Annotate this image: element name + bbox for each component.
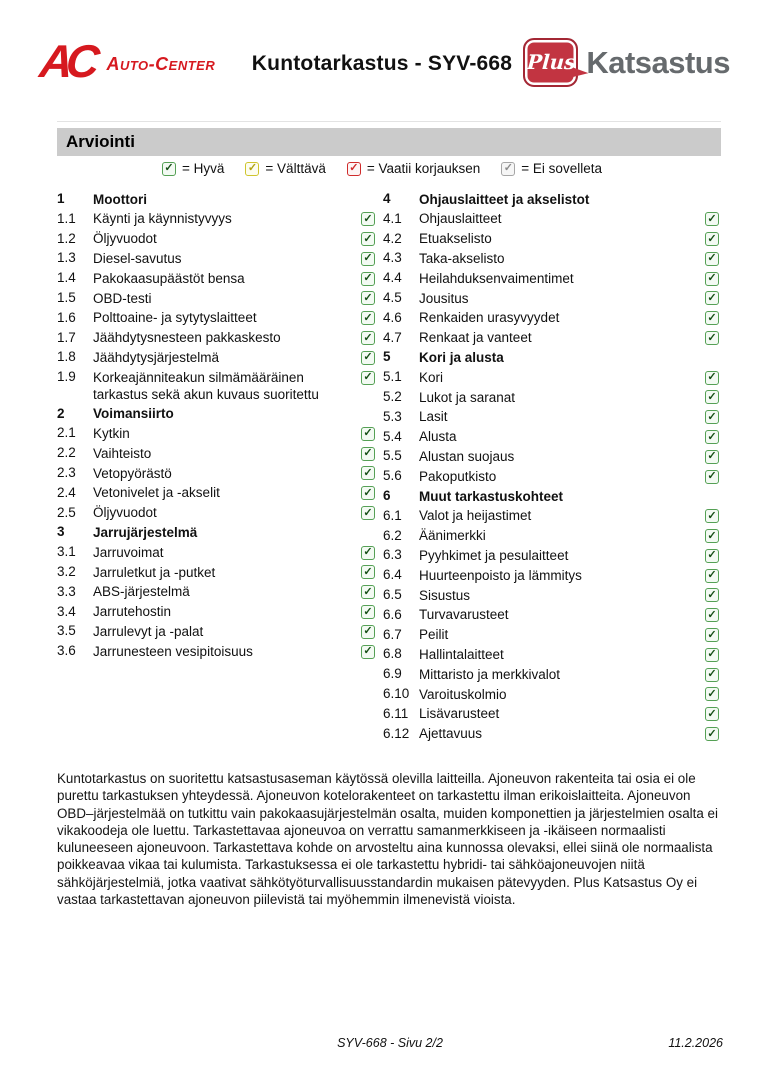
legend-na-icon: ✓	[501, 162, 515, 176]
legend-repair-icon: ✓	[347, 162, 361, 176]
item-number: 1.7	[57, 329, 76, 345]
item-number: 1.5	[57, 289, 76, 305]
status-checkbox-good-icon: ✓	[705, 569, 719, 583]
item-check-slot	[361, 602, 379, 620]
item-label: Varoituskolmio	[419, 686, 507, 702]
item-label: Renkaiden urasyvyydet	[419, 310, 560, 326]
checklist-item-row	[57, 562, 379, 582]
item-check-slot	[705, 229, 723, 247]
status-checkbox-good-icon: ✓	[705, 410, 719, 424]
checklist-item-row	[383, 506, 723, 526]
legend-item-na	[501, 161, 602, 176]
checklist-item-row	[383, 268, 723, 288]
legend-good-icon: ✓	[162, 162, 176, 176]
legend-item-repair	[347, 161, 480, 176]
item-check-slot	[705, 288, 723, 306]
page-title: Kuntotarkastus - SYV-668	[251, 52, 513, 75]
item-label: Ohjauslaitteet	[419, 211, 502, 227]
section-number: 4	[383, 191, 391, 206]
item-check-slot	[361, 209, 379, 227]
item-label: Turvavarusteet	[419, 607, 509, 623]
item-label: Kytkin	[93, 425, 130, 441]
item-check-slot	[361, 268, 379, 286]
item-check-slot	[361, 367, 379, 385]
plus-bubble-icon	[523, 38, 578, 87]
item-label: ABS-järjestelmä	[93, 584, 190, 600]
status-checkbox-good-icon: ✓	[705, 727, 719, 741]
item-number: 6.6	[383, 606, 402, 622]
checklist-item-row	[383, 427, 723, 447]
section-number: 5	[383, 349, 391, 365]
status-checkbox-good-icon: ✓	[705, 628, 719, 642]
item-number: 1.1	[57, 210, 76, 226]
status-checkbox-good-icon: ✓	[705, 687, 719, 701]
item-label: Polttoaine- ja sytytyslaitteet	[93, 310, 257, 326]
item-label: OBD-testi	[93, 290, 152, 306]
checklist-item-row	[383, 704, 723, 724]
status-checkbox-good-icon: ✓	[705, 212, 719, 226]
footer-page-indicator: SYV-668 - Sivu 2/2	[337, 1036, 443, 1050]
item-check-slot	[705, 308, 723, 326]
item-number: 2.3	[57, 464, 76, 480]
item-label: Huurteenpoisto ja lämmitys	[419, 567, 582, 583]
item-label: Jarrunesteen vesipitoisuus	[93, 643, 253, 659]
checklist-item-row	[57, 503, 379, 523]
status-checkbox-good-icon: ✓	[361, 311, 375, 325]
item-check-slot	[705, 466, 723, 484]
status-checkbox-good-icon: ✓	[705, 529, 719, 543]
item-check-slot	[705, 407, 723, 425]
item-label: Öljyvuodot	[93, 231, 157, 247]
item-check-slot	[705, 367, 723, 385]
item-check-slot	[361, 347, 379, 365]
checklist-item-row	[383, 565, 723, 585]
status-checkbox-good-icon: ✓	[361, 232, 375, 246]
item-number: 6.7	[383, 626, 402, 642]
checklist-item-row	[57, 328, 379, 348]
item-label: Vetopyörästö	[93, 465, 172, 481]
checklist-item-row	[383, 229, 723, 249]
item-check-slot	[705, 506, 723, 524]
checklist-item-row	[383, 724, 723, 744]
legend-label: = Hyvä	[182, 161, 225, 176]
item-check-slot	[361, 328, 379, 346]
section-title: Kori ja alusta	[419, 349, 504, 365]
checklist-item-row	[57, 367, 379, 403]
legend-item-good	[162, 161, 224, 176]
status-checkbox-good-icon: ✓	[705, 390, 719, 404]
item-check-slot	[705, 704, 723, 722]
item-number: 3.5	[57, 623, 76, 639]
item-number: 6.8	[383, 646, 402, 662]
item-check-slot	[361, 463, 379, 481]
checklist-item-row	[57, 229, 379, 249]
item-check-slot	[361, 308, 379, 326]
item-check-slot	[705, 565, 723, 583]
section-number: 1	[57, 191, 65, 206]
item-check-slot	[705, 248, 723, 266]
checklist-item-row	[57, 542, 379, 562]
section-title: Muut tarkastuskohteet	[419, 488, 564, 504]
checklist-item-row	[57, 641, 379, 661]
item-label: Lasit	[419, 409, 448, 425]
item-check-slot	[705, 644, 723, 662]
status-checkbox-good-icon: ✓	[361, 546, 375, 560]
plus-katsastus-logo-text: Katsastus	[586, 44, 730, 80]
item-check-slot	[705, 585, 723, 603]
status-checkbox-good-icon: ✓	[705, 549, 719, 563]
checklist	[57, 189, 723, 743]
item-number: 2.4	[57, 484, 76, 500]
status-checkbox-good-icon: ✓	[705, 331, 719, 345]
checklist-item-row	[383, 328, 723, 348]
item-number: 1.8	[57, 349, 76, 365]
item-number: 3.4	[57, 603, 76, 619]
status-checkbox-good-icon: ✓	[361, 212, 375, 226]
section-title: Moottori	[93, 191, 147, 207]
item-label: Pakokaasupäästöt bensa	[93, 270, 245, 286]
status-checkbox-good-icon: ✓	[361, 605, 375, 619]
item-check-slot	[705, 427, 723, 445]
item-number: 3.3	[57, 583, 76, 599]
item-check-slot	[361, 641, 379, 659]
item-check-slot	[361, 542, 379, 560]
item-number: 3.1	[57, 544, 76, 560]
checklist-item-row	[383, 664, 723, 684]
item-check-slot	[361, 621, 379, 639]
item-number: 4.2	[383, 230, 402, 246]
item-label: Lukot ja saranat	[419, 389, 516, 405]
item-number: 6.3	[383, 547, 402, 563]
status-checkbox-good-icon: ✓	[361, 291, 375, 305]
status-checkbox-good-icon: ✓	[361, 427, 375, 441]
item-label: Pyyhkimet ja pesulaitteet	[419, 547, 569, 563]
checklist-section-row	[57, 189, 379, 209]
checklist-item-row	[383, 387, 723, 407]
status-checkbox-good-icon: ✓	[361, 351, 375, 365]
item-number: 2.5	[57, 504, 76, 520]
checklist-item-row	[57, 483, 379, 503]
status-checkbox-good-icon: ✓	[705, 608, 719, 622]
item-label: Taka-akselisto	[419, 250, 505, 266]
item-label: Jarrutehostin	[93, 604, 172, 620]
item-check-slot	[705, 684, 723, 702]
checklist-item-row	[383, 545, 723, 565]
legend-fair-icon: ✓	[245, 162, 259, 176]
status-checkbox-good-icon: ✓	[361, 272, 375, 286]
item-number: 6.4	[383, 567, 402, 583]
item-number: 2.2	[57, 445, 76, 461]
item-check-slot	[705, 328, 723, 346]
checklist-item-row	[57, 582, 379, 602]
checklist-item-row	[383, 684, 723, 704]
status-checkbox-good-icon: ✓	[361, 447, 375, 461]
status-checkbox-good-icon: ✓	[705, 311, 719, 325]
item-label: Jousitus	[419, 290, 469, 306]
status-checkbox-good-icon: ✓	[705, 588, 719, 602]
checklist-section-row	[57, 404, 379, 424]
checklist-item-row	[383, 248, 723, 268]
checklist-item-row	[57, 463, 379, 483]
checklist-column-left	[57, 189, 379, 743]
status-checkbox-good-icon: ✓	[361, 645, 375, 659]
item-number: 6.9	[383, 666, 402, 682]
item-check-slot	[705, 209, 723, 227]
section-number: 3	[57, 524, 65, 540]
item-check-slot	[361, 503, 379, 521]
legend-item-fair	[245, 161, 325, 176]
status-checkbox-good-icon: ✓	[361, 466, 375, 480]
status-checkbox-good-icon: ✓	[705, 232, 719, 246]
page-footer	[57, 1036, 723, 1050]
checklist-item-row	[383, 585, 723, 605]
item-label: Heilahduksenvaimentimet	[419, 270, 574, 286]
checklist-item-row	[383, 605, 723, 625]
checklist-column-right	[383, 189, 723, 743]
checklist-item-row	[57, 268, 379, 288]
disclaimer-text: Kuntotarkastus on suoritettu katsastusaseman käytössä olevilla laitteilla. Ajoneuvon rakenteita tai osia ei ole purettu tarkastuksen yhteydessä. Ajoneuvon kotelorakenteet on tarkastettu ilman erikoislaitteita. Ajoneuvon OBD–järjestelmää on tutkittu vain pakokaasujärjestelmän osalta, muiden komponettien ja järjestelmien osalta ei vikakoodeja ole luettu. Tarkastettavaa ajoneuvoa on verrattu samanmerkkiseen ja -ikäiseen normaalisti kuluneeseen ajoneuvoon. Tarkastettava kohde on arvosteltu aina kunnossa olevaksi, ellei siinä ole normaalista poikkeavaa vikaa tai kulumista. Tarkastuksessa ei ole tarkastettu hybridi- tai sähköajoneuvojen niitä sähköjärjestelmiä, jotka vaativat sähkötyöturvallisuusstandardin mukaisen pätevyyden. Plus Katsastus Oy ei vastaa tarkastettavan ajoneuvon piilevistä tai myöhemmin ilmenevistä vioista.	[57, 771, 718, 908]
item-label: Vaihteisto	[93, 445, 152, 461]
item-label: Diesel-savutus	[93, 250, 182, 266]
auto-center-logo-mark: AC	[37, 35, 96, 87]
status-checkbox-good-icon: ✓	[705, 470, 719, 484]
item-check-slot	[705, 268, 723, 286]
status-checkbox-good-icon: ✓	[705, 707, 719, 721]
item-check-slot	[705, 545, 723, 563]
item-label: Renkaat ja vanteet	[419, 330, 532, 346]
status-checkbox-good-icon: ✓	[361, 506, 375, 520]
checklist-section-row	[383, 189, 723, 209]
item-check-slot	[705, 724, 723, 742]
item-check-slot	[705, 664, 723, 682]
item-number: 1.6	[57, 309, 76, 325]
item-check-slot	[705, 387, 723, 405]
checklist-item-row	[383, 308, 723, 328]
item-label: Käynti ja käynnistyvyys	[93, 211, 232, 227]
item-check-slot	[361, 288, 379, 306]
status-checkbox-good-icon: ✓	[361, 331, 375, 345]
item-check-slot	[361, 483, 379, 501]
item-number: 3.2	[57, 563, 76, 579]
footer-date: 11.2.2026	[668, 1036, 723, 1050]
item-number: 4.7	[383, 329, 402, 345]
status-checkbox-good-icon: ✓	[705, 252, 719, 266]
status-checkbox-good-icon: ✓	[705, 371, 719, 385]
item-number: 4.5	[383, 289, 402, 305]
item-number: 4.6	[383, 309, 402, 325]
checklist-section-row	[57, 522, 379, 542]
item-number: 1.4	[57, 270, 76, 286]
section-number: 6	[383, 487, 391, 503]
item-check-slot	[705, 605, 723, 623]
checklist-item-row	[57, 209, 379, 229]
legend-label: = Vaatii korjauksen	[366, 161, 481, 176]
status-checkbox-good-icon: ✓	[705, 430, 719, 444]
item-check-slot	[361, 423, 379, 441]
item-number: 6.2	[383, 527, 402, 543]
item-number: 6.5	[383, 586, 402, 602]
checklist-item-row	[383, 466, 723, 486]
item-number: 3.6	[57, 643, 76, 659]
item-label: Hallintalaitteet	[419, 646, 504, 662]
status-checkbox-good-icon: ✓	[361, 486, 375, 500]
auto-center-logo-text: Auto-Center	[106, 53, 216, 74]
item-label: Jarruvoimat	[93, 544, 164, 560]
status-legend	[0, 161, 764, 176]
item-label: Jäähdytysnesteen pakkaskesto	[93, 330, 281, 346]
item-number: 4.4	[383, 270, 402, 286]
item-check-slot	[361, 443, 379, 461]
item-number: 6.12	[383, 725, 410, 741]
status-checkbox-good-icon: ✓	[361, 565, 375, 579]
item-number: 1.3	[57, 250, 76, 266]
checklist-item-row	[57, 248, 379, 268]
item-label: Etuakselisto	[419, 231, 492, 247]
status-checkbox-good-icon: ✓	[361, 252, 375, 266]
checklist-item-row	[383, 288, 723, 308]
item-check-slot	[361, 229, 379, 247]
item-label: Sisustus	[419, 587, 471, 603]
checklist-item-row	[57, 288, 379, 308]
item-number: 5.2	[383, 388, 402, 404]
checklist-item-row	[383, 644, 723, 664]
item-label: Alustan suojaus	[419, 448, 515, 464]
status-checkbox-good-icon: ✓	[705, 291, 719, 305]
checklist-item-row	[57, 621, 379, 641]
status-checkbox-good-icon: ✓	[705, 509, 719, 523]
checklist-item-row	[383, 407, 723, 427]
section-number: 2	[57, 405, 65, 421]
legend-label: = Ei sovelleta	[521, 161, 602, 176]
item-check-slot	[361, 582, 379, 600]
item-check-slot	[361, 248, 379, 266]
item-label: Korkeajänniteakun silmämääräinen tarkastus sekä akun kuvaus suoritettu	[93, 369, 319, 403]
section-header-arviointi: Arviointi	[57, 128, 721, 156]
item-check-slot	[705, 526, 723, 544]
checklist-section-row	[383, 486, 723, 506]
item-check-slot	[705, 446, 723, 464]
item-label: Vetonivelet ja -akselit	[93, 485, 220, 501]
item-label: Jäähdytysjärjestelmä	[93, 349, 220, 365]
item-number: 1.2	[57, 230, 76, 246]
item-number: 5.4	[383, 428, 402, 444]
item-check-slot	[361, 562, 379, 580]
item-number: 4.1	[383, 210, 402, 226]
status-checkbox-good-icon: ✓	[361, 371, 375, 385]
item-label: Peilit	[419, 627, 449, 643]
status-checkbox-good-icon: ✓	[361, 585, 375, 599]
section-title: Jarrujärjestelmä	[93, 524, 198, 540]
status-checkbox-good-icon: ✓	[705, 648, 719, 662]
status-checkbox-good-icon: ✓	[361, 625, 375, 639]
item-number: 4.3	[383, 250, 402, 266]
item-number: 5.6	[383, 468, 402, 484]
item-number: 6.11	[383, 705, 409, 721]
item-label: Ajettavuus	[419, 726, 483, 742]
checklist-item-row	[57, 423, 379, 443]
item-label: Äänimerkki	[419, 528, 486, 544]
item-label: Lisävarusteet	[419, 706, 500, 722]
checklist-item-row	[57, 308, 379, 328]
checklist-item-row	[57, 347, 379, 367]
checklist-item-row	[383, 446, 723, 466]
plus-bubble-text: Plus	[525, 49, 576, 74]
checklist-item-row	[383, 526, 723, 546]
item-number: 2.1	[57, 425, 76, 441]
item-number: 5.1	[383, 369, 402, 385]
checklist-item-row	[383, 209, 723, 229]
checklist-item-row	[383, 625, 723, 645]
status-checkbox-good-icon: ✓	[705, 272, 719, 286]
status-checkbox-good-icon: ✓	[705, 668, 719, 682]
item-number: 6.1	[383, 507, 402, 523]
status-checkbox-good-icon: ✓	[705, 450, 719, 464]
item-number: 6.10	[383, 685, 410, 701]
item-number: 1.9	[57, 369, 76, 385]
item-label: Valot ja heijastimet	[419, 508, 532, 524]
item-check-slot	[705, 625, 723, 643]
legend-label: = Välttävä	[265, 161, 326, 176]
horizontal-divider	[57, 121, 721, 122]
plus-katsastus-logo	[523, 38, 730, 87]
item-number: 5.3	[383, 408, 402, 424]
item-label: Alusta	[419, 429, 457, 445]
item-label: Öljyvuodot	[93, 505, 157, 521]
item-number: 5.5	[383, 448, 402, 464]
checklist-item-row	[57, 602, 379, 622]
checklist-item-row	[57, 443, 379, 463]
item-label: Jarruletkut ja -putket	[93, 564, 216, 580]
item-label: Mittaristo ja merkkivalot	[419, 666, 561, 682]
section-title: Voimansiirto	[93, 406, 174, 422]
checklist-item-row	[383, 367, 723, 387]
item-label: Pakoputkisto	[419, 468, 497, 484]
item-label: Kori	[419, 369, 444, 385]
checklist-section-row	[383, 347, 723, 367]
section-title: Ohjauslaitteet ja akselistot	[419, 191, 590, 207]
item-label: Jarrulevyt ja -palat	[93, 623, 204, 639]
